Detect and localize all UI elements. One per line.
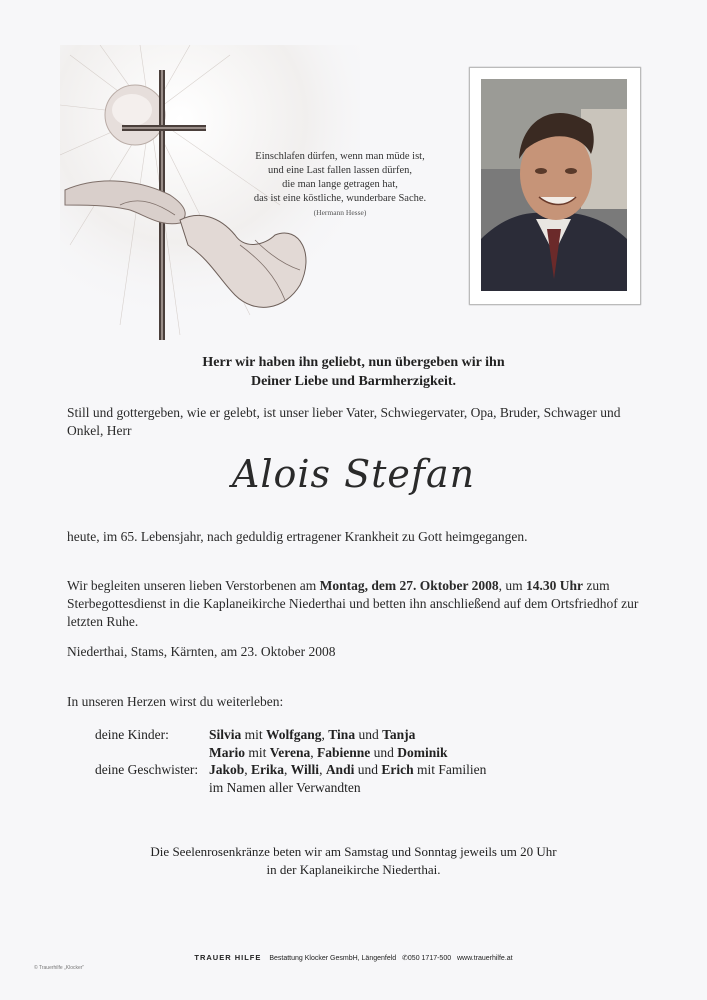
relatives-text: im Namen aller Verwandten: [209, 779, 361, 795]
children-row-2: [95, 744, 486, 762]
intro-text: Still und gottergeben, wie er gelebt, ist unser lieber Vater, Schwiegervater, Opa, Bruder, Schwager und Onkel, Herr: [67, 405, 621, 438]
relatives-row: [95, 779, 486, 797]
hearts-line: In unseren Herzen wirst du weiterleben:: [67, 694, 284, 709]
rosary-line: Die Seelenrosenkränze beten wir am Samstag und Sonntag jeweils um 20 Uhr: [150, 844, 557, 859]
children-names-2: Mario mit Verena, Fabienne und Dominik: [209, 744, 448, 760]
funeral-text: [67, 577, 642, 631]
verse-line: Deiner Liebe und Barmherzigkeit.: [250, 374, 457, 389]
funeral-pre: Wir begleiten unseren lieben Verstorbenen am: [67, 578, 320, 593]
rosary-notice: [0, 843, 707, 879]
footer-company: Bestattung Klocker GesmbH, Längenfeld: [269, 955, 397, 962]
funeral-time: 14.30 Uhr: [526, 578, 584, 593]
verse-line: Herr wir haben ihn geliebt, nun übergeben wir ihn: [202, 355, 505, 370]
siblings-names: Jakob, Erika, Willi, Andi und Erich mit Familien: [209, 762, 487, 777]
quote-line: und eine Last fallen lassen dürfen,: [267, 165, 413, 176]
siblings-row: [95, 761, 486, 779]
portrait-photo: [481, 79, 627, 291]
passing-text: heute, im 65. Lebensjahr, nach geduldig ertragener Krankheit zu Gott heimgegangen.: [67, 529, 528, 544]
quote-line: Einschlafen dürfen, wenn man müde ist,: [255, 151, 425, 162]
portrait-image: [481, 79, 627, 291]
trauerhilfe-logo: TRAUER HILFE: [194, 953, 262, 962]
children-names-1: Silvia mit Wolfgang, Tina und Tanja: [209, 727, 416, 742]
funeral-mid: , um: [498, 578, 527, 593]
funeral-post: zum Sterbegottesdienst in die Kaplaneikirche Niederthai und betten ihn anschließend auf dem Ortsfriedhof zur letzten Ruhe.: [67, 578, 639, 629]
quote-line: das ist eine köstliche, wunderbare Sache.: [253, 193, 427, 204]
children-label: deine Kinder:: [95, 727, 169, 742]
footer-web: www.trauerhilfe.at: [456, 955, 513, 962]
quote-attribution: (Hermann Hesse): [313, 208, 367, 217]
verse: [0, 353, 707, 391]
children-row: [95, 726, 486, 744]
place-date: Niederthai, Stams, Kärnten, am 23. Oktober 2008: [67, 644, 336, 659]
quote-line: die man lange getragen hat,: [282, 179, 398, 190]
deceased-name: Alois Stefan: [231, 452, 476, 496]
hesse-quote: [200, 150, 480, 220]
footer: [0, 953, 707, 962]
copyright: © Trauerhilfe „Klocker“: [34, 965, 85, 971]
family-list: [95, 726, 486, 796]
siblings-label: deine Geschwister:: [95, 762, 199, 777]
funeral-date: Montag, dem 27. Oktober 2008: [319, 578, 499, 593]
phone-icon: ✆: [402, 955, 408, 962]
footer-phone: 050 1717-500: [407, 955, 452, 962]
rosary-line: in der Kaplaneikirche Niederthai.: [266, 862, 441, 877]
portrait-photo-frame: [469, 67, 641, 305]
